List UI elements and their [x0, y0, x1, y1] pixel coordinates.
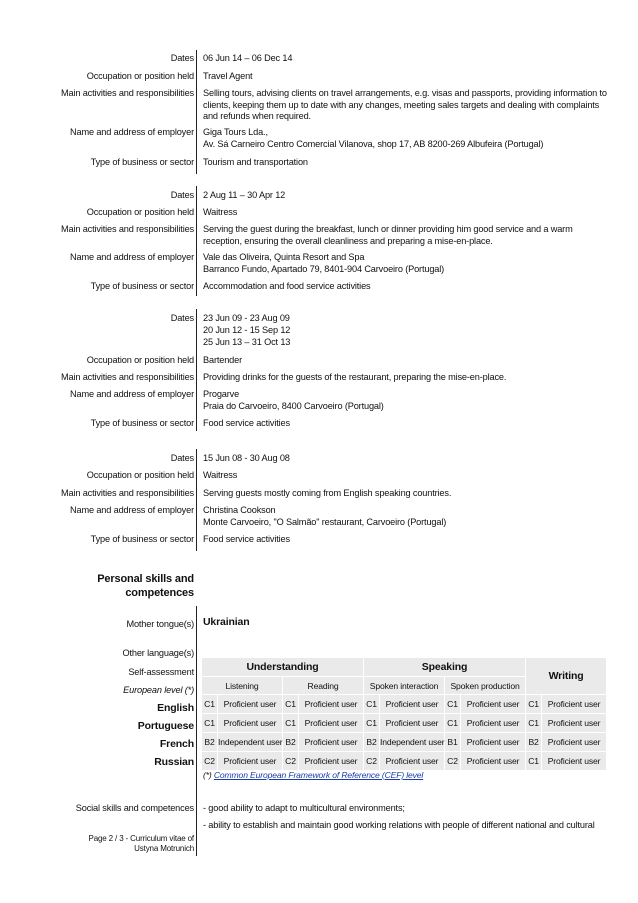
level-text: Proficient user [461, 714, 526, 733]
level-code: C1 [445, 714, 461, 733]
exp4-employer-address: Monte Carvoeiro, "O Salmão" restaurant, Carvoeiro (Portugal) [203, 517, 447, 527]
level-code: C1 [364, 714, 380, 733]
label-sector: Type of business or sector [90, 281, 194, 291]
label-dates: Dates [170, 313, 194, 323]
exp4-activities: Serving guests mostly coming from English speaking countries. [203, 488, 452, 498]
level-code: C1 [445, 695, 461, 714]
level-text: Proficient user [380, 695, 445, 714]
exp1-activities: Selling tours, advising clients on travel arrangements, e.g. visas and passports, providing information to clients, keeping them up to date with any changes, meeting sales targets and dealing with complaints and refunds when required. [203, 88, 607, 121]
level-text: Proficient user [299, 752, 364, 771]
cef-prefix: (*) [203, 770, 214, 780]
column-divider [196, 309, 197, 431]
label-sector: Type of business or sector [90, 418, 194, 428]
language-name-french: French [159, 738, 194, 750]
level-text: Proficient user [299, 733, 364, 752]
level-code: C1 [526, 714, 542, 733]
exp3-dates: 20 Jun 12 - 15 Sep 12 [203, 325, 291, 335]
other-languages-label: Other language(s) [122, 648, 194, 658]
exp2-occupation: Waitress [203, 207, 238, 217]
column-divider [196, 186, 197, 296]
level-code: C1 [202, 714, 218, 733]
header-reading: Reading [283, 677, 364, 695]
exp3-occupation: Bartender [203, 355, 242, 365]
level-code: C1 [364, 695, 380, 714]
label-sector: Type of business or sector [90, 534, 194, 544]
exp3-employer-name: Progarve [203, 389, 240, 399]
level-text: Proficient user [380, 752, 445, 771]
level-text: Proficient user [542, 714, 607, 733]
label-occupation: Occupation or position held [86, 71, 194, 81]
level-code: C1 [202, 695, 218, 714]
table-row [202, 733, 607, 752]
cef-footnote [203, 770, 423, 780]
level-text: Proficient user [218, 714, 283, 733]
label-occupation: Occupation or position held [86, 470, 194, 480]
exp3-activities: Providing drinks for the guests of the restaurant, preparing the mise-en-place. [203, 372, 507, 382]
level-text: Proficient user [299, 714, 364, 733]
label-activities: Main activities and responsibilities [61, 488, 194, 498]
label-occupation: Occupation or position held [86, 355, 194, 365]
level-code: C2 [445, 752, 461, 771]
table-row [202, 752, 607, 771]
exp1-dates: 06 Jun 14 – 06 Dec 14 [203, 53, 293, 63]
level-code: C1 [283, 714, 299, 733]
exp4-dates: 15 Jun 08 - 30 Aug 08 [203, 453, 290, 463]
exp4-employer-name: Christina Cookson [203, 505, 276, 515]
exp2-dates: 2 Aug 11 – 30 Apr 12 [203, 190, 286, 200]
level-text: Independent user [380, 733, 445, 752]
column-divider [196, 449, 197, 551]
exp3-dates: 23 Jun 09 - 23 Aug 09 [203, 313, 290, 323]
level-text: Proficient user [218, 752, 283, 771]
exp4-occupation: Waitress [203, 470, 238, 480]
language-name-russian: Russian [154, 756, 194, 768]
level-code: B1 [445, 733, 461, 752]
label-employer: Name and address of employer [70, 389, 194, 399]
level-code: C1 [526, 752, 542, 771]
level-text: Proficient user [542, 752, 607, 771]
language-name-portuguese: Portuguese [137, 720, 194, 732]
level-code: B2 [526, 733, 542, 752]
header-spoken-interaction: Spoken interaction [364, 677, 445, 695]
exp3-sector: Food service activities [203, 418, 290, 428]
header-speaking: Speaking [364, 658, 526, 677]
level-text: Proficient user [461, 733, 526, 752]
label-employer: Name and address of employer [70, 252, 194, 262]
language-name-english: English [157, 702, 194, 714]
exp1-sector: Tourism and transportation [203, 157, 308, 167]
level-text: Proficient user [299, 695, 364, 714]
label-dates: Dates [170, 190, 194, 200]
exp2-sector: Accommodation and food service activities [203, 281, 371, 291]
level-text: Proficient user [542, 695, 607, 714]
exp2-employer-name: Vale das Oliveira, Quinta Resort and Spa [203, 252, 365, 262]
table-row [202, 714, 607, 733]
social-skills-label: Social skills and competences [75, 803, 194, 813]
social-skills-line: - good ability to adapt to multicultural environments; [203, 803, 405, 813]
page-footer [89, 834, 194, 854]
footer-page-info: Page 2 / 3 - Curriculum vitae of [88, 834, 194, 843]
column-divider [196, 50, 197, 174]
skills-heading-line2: competences [125, 587, 194, 599]
header-listening: Listening [202, 677, 283, 695]
header-understanding: Understanding [202, 658, 364, 677]
label-employer: Name and address of employer [70, 505, 194, 515]
european-level-label: European level (*) [123, 685, 194, 695]
table-header-row [202, 658, 607, 677]
level-text: Proficient user [461, 752, 526, 771]
level-code: C1 [283, 695, 299, 714]
level-text: Proficient user [542, 733, 607, 752]
skills-heading [97, 572, 194, 600]
level-code: C2 [283, 752, 299, 771]
level-code: B2 [202, 733, 218, 752]
level-text: Proficient user [380, 714, 445, 733]
level-code: C1 [526, 695, 542, 714]
label-activities: Main activities and responsibilities [61, 224, 194, 234]
exp3-employer-address: Praia do Carvoeiro, 8400 Carvoeiro (Portugal) [203, 401, 384, 411]
table-row [202, 695, 607, 714]
exp3-dates: 25 Jun 13 – 31 Oct 13 [203, 337, 291, 347]
label-dates: Dates [170, 53, 194, 63]
header-writing: Writing [526, 658, 607, 695]
mother-tongue-label: Mother tongue(s) [126, 619, 194, 629]
label-occupation: Occupation or position held [86, 207, 194, 217]
header-spoken-production: Spoken production [445, 677, 526, 695]
column-divider [196, 606, 197, 856]
label-dates: Dates [170, 453, 194, 463]
level-text: Independent user [218, 733, 283, 752]
footer-name: Ustyna Motrunich [134, 844, 194, 853]
label-activities: Main activities and responsibilities [61, 372, 194, 382]
label-employer: Name and address of employer [70, 127, 194, 137]
level-code: C2 [202, 752, 218, 771]
level-text: Proficient user [461, 695, 526, 714]
label-sector: Type of business or sector [90, 157, 194, 167]
exp1-employer-address: Av. Sá Carneiro Centro Comercial Vilanova, shop 17, AB 8200-269 Albufeira (Portugal) [203, 139, 544, 149]
exp2-activities: Serving the guest during the breakfast, lunch or dinner providing him good service and a warm reception, ensuring the overall cleanliness and preparing a mise-en-place. [203, 224, 573, 246]
level-code: B2 [364, 733, 380, 752]
skills-heading-line1: Personal skills and [97, 573, 194, 585]
exp1-employer-name: Giga Tours Lda., [203, 127, 268, 137]
level-text: Proficient user [218, 695, 283, 714]
social-skills-line: - ability to establish and maintain good working relations with people of different national and cultural [203, 820, 595, 830]
exp1-occupation: Travel Agent [203, 71, 253, 81]
exp2-employer-address: Barranco Fundo, Apartado 79, 8401-904 Carvoeiro (Portugal) [203, 264, 445, 274]
level-code: B2 [283, 733, 299, 752]
cef-link[interactable]: Common European Framework of Reference (CEF) level [213, 770, 424, 780]
level-code: C2 [364, 752, 380, 771]
mother-tongue-value: Ukrainian [203, 616, 250, 628]
language-levels-table [201, 657, 607, 771]
exp4-sector: Food service activities [203, 534, 290, 544]
label-activities: Main activities and responsibilities [61, 88, 194, 98]
self-assessment-label: Self-assessment [128, 667, 194, 677]
